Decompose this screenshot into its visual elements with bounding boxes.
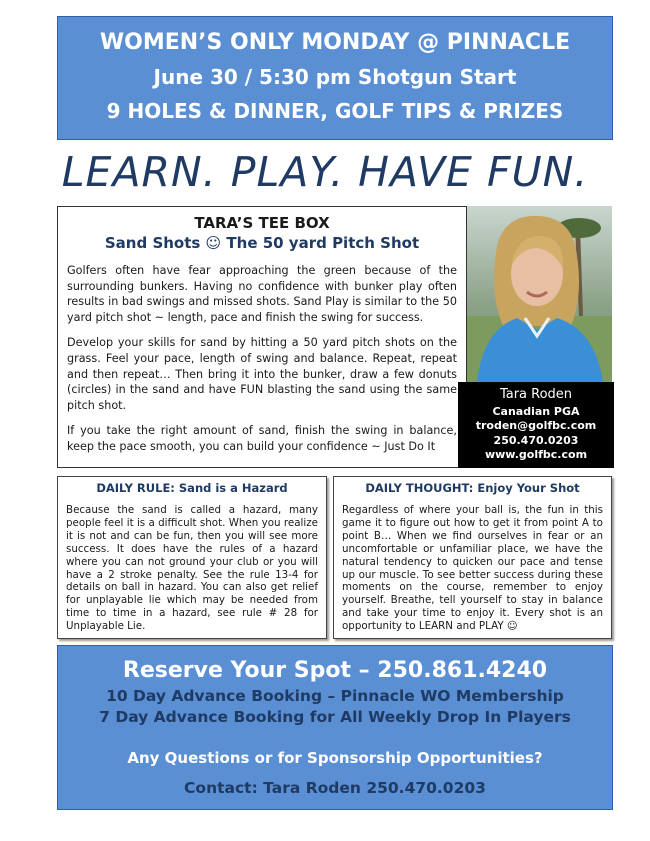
daily-thought-text: Regardless of where your ball is, the fun in this game it to figure out how to get it from point A to point B… When we find ourselves in fear or an uncomfortable or unfamiliar place, we have the natural tendency to quicken our pace and tense up our muscle. To see better success during these moments on the course, remember to enjoy yourself. Breathe, tell yourself to stay in balance and take your time to enjoy it. Every shot is an opportunity to LEARN and PLAY ☺ [342,504,603,633]
tee-box-paragraph: Golfers often have fear approaching the green because of the surrounding bunkers. Having no confidence with bunker play often results in bad swings and missed shots. Sand Play is similar to the 50 yard pitch shot ~ length, pace and finish the swing for success. [67,264,457,324]
reserve-heading: Reserve Your Spot – 250.861.4240 [122,658,548,683]
tee-box-title: TARA’S TEE BOX [194,214,330,232]
pro-website: www.golfbc.com [484,448,588,461]
daily-rule-text: Because the sand is called a hazard, many people feel it is a difficult shot. When you realize it is not and can be fun, then you will see more success. It does have the rules of a hazard where you can not ground your club or you will have a 2 stroke penalty. See the rule 13-4 for details on ball in hazard. You can also get relief for unplayable lie which may be needed from time to time in a hazard, see rule # 28 for Unplayable Lie. [66,504,318,633]
reserve-banner [57,645,613,810]
daily-rule-card [57,476,327,639]
tee-box-article [57,206,467,468]
event-banner [57,16,613,140]
daily-thought-heading: DAILY THOUGHT: Enjoy Your Shot [365,481,580,495]
pro-title: Canadian PGA [492,404,580,418]
tee-box-subtitle: Sand Shots ☺ The 50 yard Pitch Shot [104,234,420,252]
pro-contact-badge [458,382,614,468]
pro-photo-image [467,206,612,382]
pro-email: troden@golfbc.com [475,419,597,432]
tee-box-paragraph: If you take the right amount of sand, finish the swing in balance, keep the pace smooth, you can build your confidence ~ Just Do It [67,424,457,453]
sponsorship-question: Any Questions or for Sponsorship Opportunities? [127,749,543,767]
event-title: WOMEN’S ONLY MONDAY @ PINNACLE [99,30,571,55]
pro-phone: 250.470.0203 [493,433,579,447]
pro-name: Tara Roden [499,387,573,402]
daily-rule-heading: DAILY RULE: Sand is a Hazard [96,481,288,495]
pro-photo [467,206,612,382]
tagline: LEARN. PLAY. HAVE FUN. [61,148,589,196]
advance-booking-members: 10 Day Advance Booking – Pinnacle WO Membership [106,687,564,705]
contact-line: Contact: Tara Roden 250.470.0203 [184,779,486,797]
advance-booking-drop-in: 7 Day Advance Booking for All Weekly Drop In Players [99,708,571,726]
event-details: 9 HOLES & DINNER, GOLF TIPS & PRIZES [106,99,564,123]
tee-box-paragraph: Develop your skills for sand by hitting a 50 yard pitch shots on the grass. Feel your pace, length of swing and balance. Repeat, repeat and then repeat… Then bring it into the bunker, draw a few donuts (circles) in the sand and have FUN blasting the sand using the same pitch shot. [67,336,457,412]
event-date: June 30 / 5:30 pm Shotgun Start [153,65,517,89]
daily-thought-card [333,476,612,639]
